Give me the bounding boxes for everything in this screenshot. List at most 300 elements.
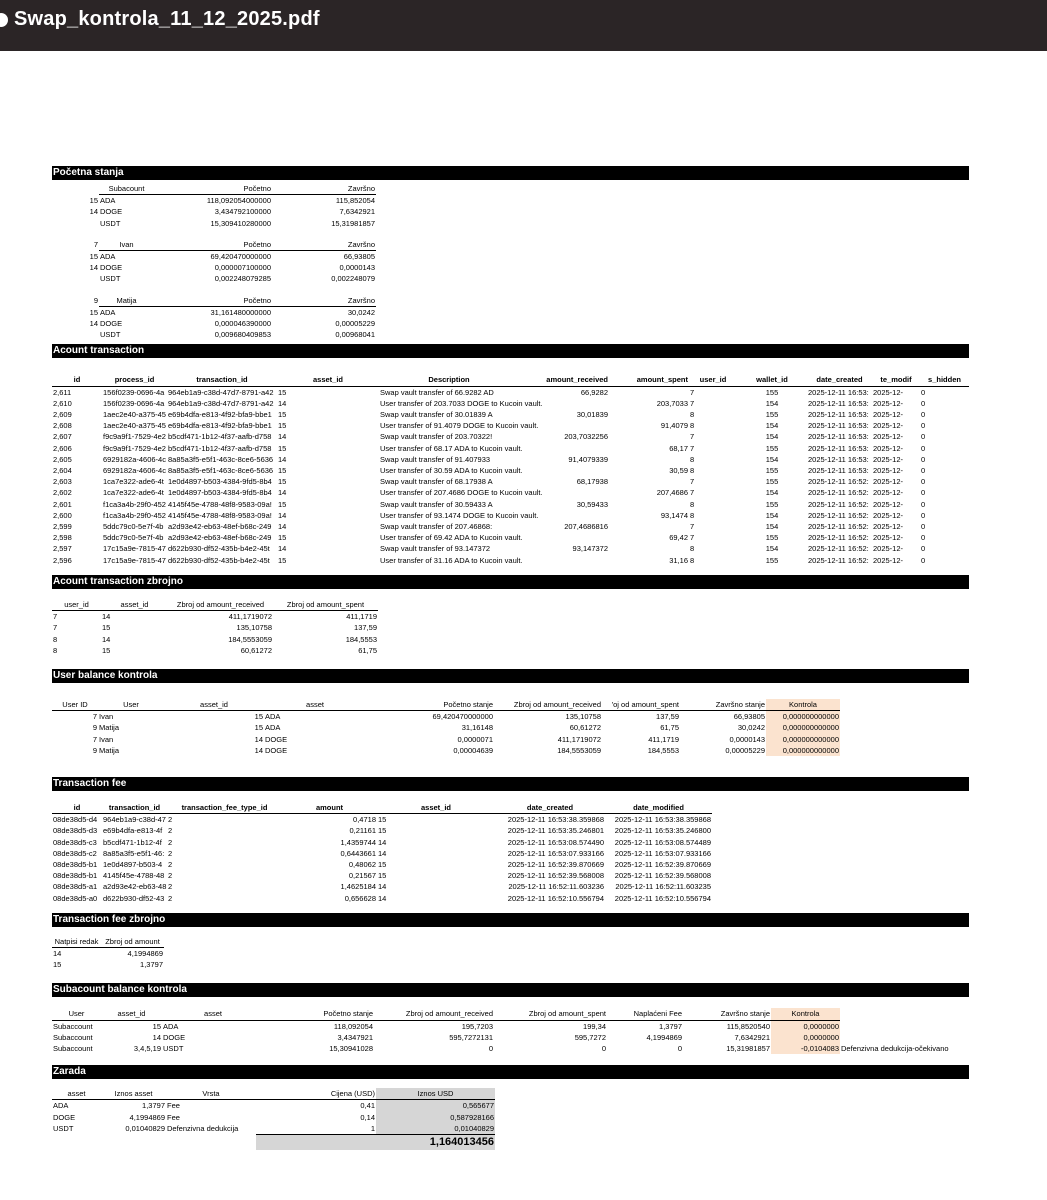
- column-header: amount_spent: [609, 374, 689, 386]
- table-cell: 15: [89, 195, 98, 205]
- table-cell: 2,608: [53, 421, 72, 431]
- table-cell: 7: [92, 712, 97, 722]
- table-cell: 2025-12-11 16:53:: [808, 387, 869, 397]
- table-cell: 0: [921, 398, 926, 408]
- table-cell: 0: [601, 1043, 606, 1053]
- section-header: Zarada: [52, 1065, 969, 1079]
- table-cell: b5cdf471-1b12-4f37-aafb-d758: [168, 432, 272, 442]
- table-cell: 8a85a3f5-e5f1-463c-8ce6-5636: [168, 454, 274, 464]
- table-cell: 0: [921, 421, 926, 431]
- table-row: [52, 1123, 495, 1135]
- table-header-row: [52, 295, 376, 307]
- column-header: 9: [93, 295, 98, 305]
- table-cell: 15: [378, 815, 387, 825]
- table-cell: USDT: [100, 330, 121, 340]
- column-header: Početno stanje: [366, 699, 494, 711]
- table-row: [52, 499, 969, 510]
- column-header: 7: [93, 240, 98, 250]
- table-cell: 0,0000143: [339, 263, 375, 273]
- table-cell: ADA: [100, 307, 116, 317]
- column-header: Početno: [154, 183, 272, 195]
- table-cell: 14: [89, 319, 98, 329]
- table-cell: 0: [921, 488, 926, 498]
- table-cell: 2,604: [53, 466, 72, 476]
- table-cell: 0,00005229: [335, 319, 375, 329]
- column-header: transaction_fee_type_id: [167, 802, 282, 814]
- table-cell: 0,000000000000: [766, 711, 840, 723]
- table-cell: 155: [765, 533, 779, 543]
- table-cell: 14: [278, 510, 287, 520]
- table-cell: 14: [278, 544, 287, 554]
- table-cell: 199,34: [583, 1021, 606, 1031]
- table-cell: 2025-12-11 16:53:08.574489: [614, 837, 711, 847]
- pocetna-block-table: [52, 295, 376, 341]
- table-cell: 184,5553: [647, 745, 679, 755]
- table-cell: 6929182a-4606-4c: [103, 466, 166, 476]
- column-header: Matija: [99, 295, 154, 307]
- table-cell: 14: [102, 634, 111, 644]
- table-cell: 411,1719: [346, 612, 377, 622]
- table-cell: 15: [278, 410, 287, 420]
- table-cell: 0,0000000: [771, 1020, 840, 1032]
- table-cell: 68,17938: [576, 477, 608, 487]
- table-cell: 2025-12-11 16:52:: [808, 544, 869, 554]
- table-cell: User transfer of 207.4686 DOGE to Kucoin vault.: [380, 488, 543, 498]
- table-cell: 2025-12-11 16:52:: [808, 499, 869, 509]
- table-cell: 2025-12-: [873, 454, 904, 464]
- table-cell: 08de38d5-a0: [53, 893, 98, 903]
- table-cell: User transfer of 69.42 ADA to Kucoin vault.: [380, 533, 523, 543]
- table-cell: 7: [690, 477, 695, 487]
- table-cell: 0,587928166: [376, 1112, 495, 1123]
- table-row: [52, 745, 840, 756]
- column-header: Završno: [272, 295, 376, 307]
- table-cell: 2,611: [53, 387, 72, 397]
- table-cell: 0,4718: [353, 815, 376, 825]
- table-cell: 0: [921, 510, 926, 520]
- table-cell: 2025-12-11 16:52:10.556794: [507, 893, 604, 903]
- table-cell: 964eb1a9-c38d-47: [103, 815, 166, 825]
- table-row: [52, 1032, 954, 1043]
- table-cell: 8: [690, 466, 695, 476]
- column-header: Description: [379, 374, 519, 386]
- table-header-row: [52, 936, 164, 948]
- table-row: [52, 1100, 495, 1112]
- table-cell: [519, 465, 609, 476]
- table-cell: DOGE: [100, 319, 123, 329]
- table-cell: USDT: [53, 1124, 74, 1134]
- table-cell: 2025-12-11 16:53:: [808, 454, 869, 464]
- table-cell: DOGE: [53, 1112, 76, 1122]
- column-header: Natpisi redak: [52, 936, 101, 948]
- table-cell: Swap vault transfer of 30.01839 A: [380, 410, 493, 420]
- table-cell: 7,6342921: [734, 1032, 770, 1042]
- table-cell: [519, 532, 609, 543]
- table-cell: 4,1994869: [127, 948, 163, 958]
- table-cell: 2: [168, 882, 173, 892]
- table-cell: 31,16: [669, 555, 688, 565]
- table-cell: 3,4,5,19: [133, 1043, 161, 1053]
- table-cell: 14: [378, 882, 387, 892]
- table-cell: 2,605: [53, 454, 72, 464]
- pocetna-block-table: [52, 239, 376, 285]
- table-cell: d622b930-df52-435b-b4e2-45t: [168, 555, 270, 565]
- table-cell: DOGE: [163, 1032, 186, 1042]
- table-cell: 154: [765, 522, 779, 532]
- table-cell: 1e0d4897-b503-4: [103, 859, 163, 869]
- table-cell: 0,41: [360, 1101, 375, 1111]
- table-cell: Swap vault transfer of 68.17938 A: [380, 477, 493, 487]
- column-header: wallet_id: [737, 374, 807, 386]
- table-row: [52, 510, 969, 521]
- table-cell: 0: [921, 387, 926, 397]
- table-cell: 08de38d5-c3: [53, 837, 97, 847]
- table-cell: 155: [765, 466, 779, 476]
- table-cell: 9: [92, 745, 97, 755]
- table-cell: 0,00005229: [725, 745, 765, 755]
- table-cell: [609, 499, 689, 510]
- table-cell: Subaccount: [53, 1021, 93, 1031]
- empty-cell: [52, 1134, 101, 1150]
- acount-transaction-table: [52, 374, 969, 565]
- empty-cell: [166, 1134, 256, 1150]
- table-cell: 2: [168, 826, 173, 836]
- table-cell: 15: [278, 533, 287, 543]
- table-cell: DOGE: [100, 207, 123, 217]
- table-cell: 2025-12-11 16:52:: [808, 555, 869, 565]
- table-cell: 2025-12-11 16:53:: [808, 410, 869, 420]
- table-cell: e69b4dfa-e813-4f: [103, 826, 163, 836]
- subacount-balance-table: [52, 1008, 954, 1054]
- table-cell: 0,48062: [348, 859, 376, 869]
- table-cell: 66,9282: [580, 387, 608, 397]
- table-row: [52, 711, 840, 723]
- table-cell: 2025-12-11 16:52:10.556794: [614, 893, 711, 903]
- column-header: Kontrola: [766, 699, 840, 711]
- table-cell: 7: [690, 432, 695, 442]
- column-header: s_hidden: [920, 374, 969, 386]
- table-cell: 195,7203: [461, 1021, 493, 1031]
- table-cell: Defenzivna dedukcija-očekivano: [841, 1043, 949, 1053]
- column-header: id: [52, 374, 102, 386]
- zarada-table: [52, 1088, 495, 1150]
- table-row: [52, 262, 376, 273]
- table-cell: 0,01040829: [376, 1123, 495, 1135]
- table-cell: 0: [921, 533, 926, 543]
- table-cell: 155: [765, 410, 779, 420]
- table-cell: Swap vault transfer of 66.9282 AD: [380, 387, 494, 397]
- table-cell: 1,3797: [140, 960, 163, 970]
- table-row: [52, 409, 969, 420]
- column-header: Ivan: [99, 239, 154, 251]
- table-cell: 0: [921, 544, 926, 554]
- table-cell: 14: [278, 522, 287, 532]
- column-header: Zbroj od amount_received: [374, 1008, 494, 1020]
- table-cell: 2025-12-11 16:53:38.359868: [614, 815, 711, 825]
- column-header: amount_received: [519, 374, 609, 386]
- section-header: Transaction fee zbrojno: [52, 913, 969, 927]
- table-cell: 30,0242: [737, 723, 765, 733]
- column-header: Početno: [154, 239, 272, 251]
- table-cell: 2025-12-11 16:52:11.603236: [508, 882, 604, 892]
- table-cell: 7: [53, 623, 58, 633]
- column-header: date_modified: [605, 802, 712, 814]
- column-header: User: [98, 699, 164, 711]
- table-cell: 31,161480000000: [210, 307, 271, 317]
- table-row: [52, 959, 164, 970]
- table-cell: 115,852054: [335, 196, 375, 206]
- table-header-row: [52, 599, 378, 611]
- table-cell: f1ca3a4b-29f0-452: [103, 499, 166, 509]
- table-cell: 15,31981857: [726, 1043, 770, 1053]
- table-cell: 91,4079: [660, 421, 688, 431]
- table-cell: 60,61272: [569, 723, 601, 733]
- table-cell: -0,0104083: [771, 1043, 840, 1054]
- table-row: [52, 825, 712, 836]
- table-cell: 154: [765, 432, 779, 442]
- table-cell: 15: [102, 645, 111, 655]
- table-cell: 66,93805: [343, 252, 375, 262]
- document-title: Swap_kontrola_11_12_2025.pdf: [14, 8, 320, 30]
- table-cell: 0: [921, 477, 926, 487]
- table-cell: 7: [690, 443, 695, 453]
- table-cell: USDT: [163, 1043, 184, 1053]
- table-cell: 203,7033: [656, 398, 688, 408]
- table-cell: 08de38d5-d3: [53, 826, 98, 836]
- table-cell: 14: [278, 432, 287, 442]
- column-header: Zbroj od amount_received: [494, 699, 602, 711]
- table-cell: 0,000000000000: [766, 734, 840, 745]
- table-cell: f9c9a9f1-7529-4e2: [103, 443, 166, 453]
- table-row: [52, 431, 969, 442]
- table-row: [52, 454, 969, 465]
- column-header: asset_id: [164, 699, 264, 711]
- table-cell: 3,434792100000: [214, 207, 271, 217]
- table-cell: User transfer of 30.59 ADA to Kucoin vault.: [380, 466, 523, 476]
- table-cell: 184,5553059: [228, 634, 272, 644]
- table-cell: USDT: [100, 218, 121, 228]
- table-cell: 2025-12-11 16:53:: [808, 398, 869, 408]
- table-cell: ADA: [163, 1021, 179, 1031]
- table-cell: 17c15a9e-7815-47: [103, 555, 166, 565]
- table-cell: 08de38d5-d4: [53, 815, 98, 825]
- table-cell: 6929182a-4606-4c: [103, 454, 166, 464]
- table-cell: 15: [89, 251, 98, 261]
- table-cell: 14: [254, 745, 263, 755]
- table-header-row: [52, 239, 376, 251]
- table-cell: 2025-12-: [873, 510, 904, 520]
- table-cell: [609, 476, 689, 487]
- table-cell: 15: [278, 555, 287, 565]
- table-row: [52, 273, 376, 284]
- table-row: [52, 734, 840, 745]
- table-header-row: [52, 183, 376, 195]
- table-cell: 0,6443661: [340, 848, 376, 858]
- table-cell: 0,000007100000: [214, 263, 271, 273]
- section-header: User balance kontrola: [52, 669, 969, 683]
- table-cell: 0,14: [360, 1112, 375, 1122]
- table-cell: 2025-12-11 16:53:35.246800: [614, 826, 711, 836]
- table-row: [52, 947, 164, 959]
- table-cell: 155: [765, 387, 779, 397]
- column-header: Početno stanje: [264, 1008, 374, 1020]
- table-cell: 2025-12-11 16:52:11.603235: [615, 882, 711, 892]
- table-cell: 8: [690, 454, 695, 464]
- table-cell: 14: [278, 454, 287, 464]
- table-cell: e69b4dfa-e813-4f92-bfa9-bbe1: [168, 421, 272, 431]
- table-cell: 14: [378, 837, 387, 847]
- table-cell: Swap vault transfer of 203.70322!: [380, 432, 493, 442]
- table-row: [52, 206, 376, 217]
- table-cell: 115,8520540: [726, 1021, 770, 1031]
- document-page: [52, 166, 969, 1150]
- table-cell: 137,59: [354, 623, 377, 633]
- table-row: [52, 476, 969, 487]
- column-header: asset: [52, 1088, 101, 1100]
- table-cell: [609, 521, 689, 532]
- table-cell: [609, 454, 689, 465]
- table-cell: 8: [690, 544, 695, 554]
- table-cell: 0,000000000000: [766, 722, 840, 733]
- table-cell: 7: [690, 522, 695, 532]
- table-cell: 1: [370, 1123, 375, 1133]
- table-cell: 0,009680409853: [214, 330, 271, 340]
- table-cell: 964eb1a9-c38d-47d7-8791-a42: [168, 387, 274, 397]
- table-cell: 14: [278, 398, 287, 408]
- column-header: Subacount: [99, 183, 154, 195]
- table-cell: 2025-12-11 16:52:: [808, 533, 869, 543]
- table-cell: 30,59: [669, 466, 688, 476]
- table-cell: 2025-12-11 16:53:07.933166: [614, 848, 711, 858]
- table-cell: 8: [690, 510, 695, 520]
- table-cell: 2025-12-: [873, 477, 904, 487]
- table-cell: 14: [53, 948, 62, 958]
- table-cell: a2d93e42-eb63-48ef-b68c-249: [168, 522, 272, 532]
- table-cell: 30,59433: [576, 499, 608, 509]
- table-cell: 93,147372: [572, 544, 608, 554]
- table-cell: 4,1994869: [646, 1032, 682, 1042]
- table-cell: Subaccount: [53, 1032, 93, 1042]
- table-cell: 7: [53, 612, 58, 622]
- table-cell: 184,5553: [345, 634, 377, 644]
- table-cell: 15: [278, 477, 287, 487]
- column-header: Vrsta: [166, 1088, 256, 1100]
- table-header-row: [52, 1088, 495, 1100]
- table-cell: Swap vault transfer of 93.147372: [380, 544, 491, 554]
- table-cell: DOGE: [100, 263, 123, 273]
- table-cell: b5cdf471-1b12-4f: [103, 837, 162, 847]
- table-cell: 2: [168, 893, 173, 903]
- table-cell: 69,420470000000: [210, 252, 271, 262]
- table-cell: [52, 273, 99, 284]
- table-cell: [609, 431, 689, 442]
- table-row: [52, 645, 378, 656]
- table-cell: 964eb1a9-c38d-47d7-8791-a42: [168, 398, 274, 408]
- table-cell: 2025-12-11 16:53:: [808, 432, 869, 442]
- table-cell: 2025-12-: [873, 499, 904, 509]
- table-cell: 8: [690, 555, 695, 565]
- column-header: asset_id: [377, 802, 495, 814]
- table-cell: [609, 543, 689, 554]
- table-cell: 2025-12-: [873, 387, 904, 397]
- table-row: [52, 611, 378, 623]
- table-cell: 2,597: [53, 544, 72, 554]
- table-row: [52, 634, 378, 645]
- table-cell: 61,75: [660, 723, 679, 733]
- table-cell: 1,4625184: [340, 882, 376, 892]
- table-cell: 14: [89, 263, 98, 273]
- table-cell: 0: [921, 466, 926, 476]
- column-header: date_created: [807, 374, 872, 386]
- column-header: asset_id: [101, 1008, 162, 1020]
- table-row: [52, 465, 969, 476]
- table-cell: [52, 218, 99, 229]
- table-cell: 2,606: [53, 443, 72, 453]
- column-header: Završno stanje: [683, 1008, 771, 1020]
- table-cell: 7,6342921: [339, 207, 375, 217]
- table-cell: 2025-12-11 16:52:: [808, 477, 869, 487]
- table-cell: a2d93e42-eb63-48ef-b68c-249: [168, 533, 272, 543]
- table-cell: Matija: [99, 745, 120, 755]
- table-cell: 15: [278, 466, 287, 476]
- table-cell: ADA: [100, 252, 116, 262]
- table-cell: 15: [89, 307, 98, 317]
- empty-cell: [101, 1134, 166, 1150]
- table-cell: USDT: [100, 274, 121, 284]
- table-cell: 155: [765, 477, 779, 487]
- column-header: Naplaćeni Fee: [607, 1008, 683, 1020]
- table-cell: 0,000000000000: [766, 745, 840, 756]
- table-cell: Ivan: [99, 712, 114, 722]
- table-cell: 118,092054: [333, 1021, 373, 1031]
- table-cell: 2025-12-: [873, 544, 904, 554]
- table-cell: ADA: [265, 723, 281, 733]
- table-cell: 2,601: [53, 499, 72, 509]
- column-header: user_id: [689, 374, 737, 386]
- table-cell: 0,00968041: [335, 330, 375, 340]
- table-cell: 4145f45e-4788-48: [103, 871, 165, 881]
- table-cell: 7: [92, 734, 97, 744]
- column-header: Zbroj od amount_spent: [273, 599, 378, 611]
- column-header: te_modif: [872, 374, 920, 386]
- zarada-total-row: [52, 1134, 495, 1150]
- table-cell: 30,0242: [347, 307, 375, 317]
- table-cell: 8a85a3f5-e5f1-46:: [103, 848, 165, 858]
- table-cell: 2025-12-11 16:52:: [808, 488, 869, 498]
- table-cell: 08de38d5-b1: [53, 871, 98, 881]
- table-row: [52, 386, 969, 398]
- table-cell: 15: [278, 499, 287, 509]
- section-header: Početna stanja: [52, 166, 969, 180]
- table-cell: 1e0d4897-b503-4384-9fd5-8b4: [168, 477, 272, 487]
- table-row: [52, 1112, 495, 1123]
- table-cell: 154: [765, 398, 779, 408]
- table-cell: 14: [152, 1032, 161, 1042]
- table-cell: 1,3797: [142, 1101, 165, 1111]
- table-cell: 411,1719: [648, 734, 679, 744]
- table-cell: 0,656628: [344, 893, 376, 903]
- table-cell: 3,4347921: [337, 1032, 373, 1042]
- table-cell: 0: [677, 1043, 682, 1053]
- table-cell: 08de38d5-a1: [53, 882, 98, 892]
- table-cell: 2025-12-11 16:53:38.359868: [507, 815, 604, 825]
- table-cell: 0,21567: [348, 871, 376, 881]
- column-header: Zbroj od amount_received: [168, 599, 273, 611]
- table-cell: 17c15a9e-7815-47: [103, 544, 166, 554]
- table-cell: 08de38d5-c2: [53, 848, 97, 858]
- table-cell: 2025-12-11 16:52:39.870669: [507, 859, 604, 869]
- window-dot-icon: [0, 13, 8, 27]
